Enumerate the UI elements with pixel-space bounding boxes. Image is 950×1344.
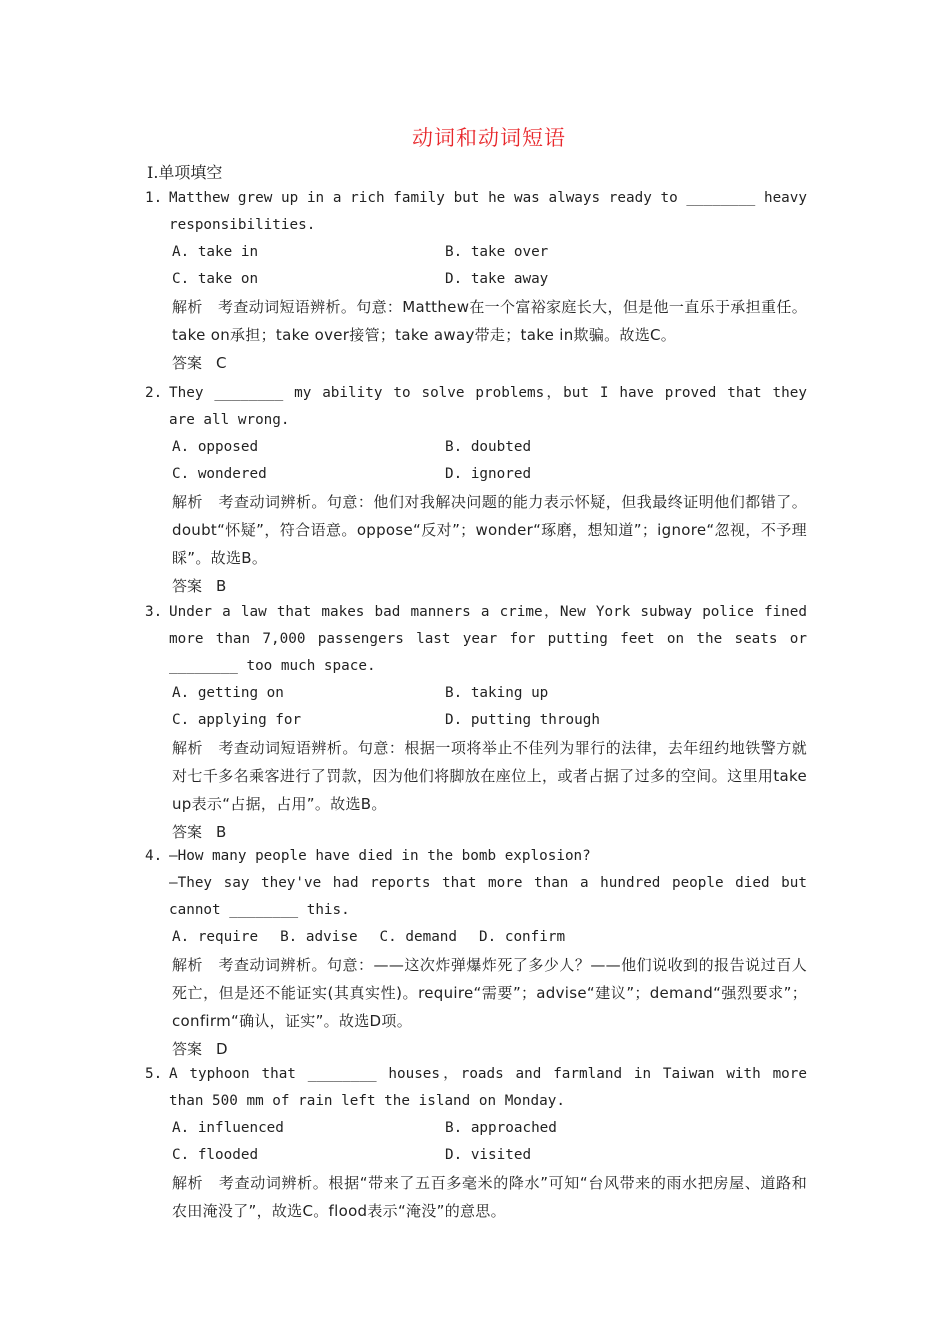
option-d: D. take away [445,271,549,287]
explanation: 解析 考查动词短语辨析。句意：根据一项将举止不佳列为罪行的法律，去年纽约地铁警方就对七千多名乘客进行了罚款，因为他们将脚放在座位上，或者占据了过多的空间。这里用take up表示“占据，占用”。故选B。 [172,739,807,813]
question-stem-reply: —They say they've had reports that more than a hundred people died but cannot ________ this. [169,875,807,918]
options [145,239,807,293]
option-d: D. confirm [479,929,566,945]
question-3 [145,599,807,846]
option-a: A. opposed [172,439,259,455]
answer-label: 答案 [172,354,203,372]
option-d: D. ignored [445,466,532,482]
question-number: 1. [145,190,163,206]
question-5 [145,1061,807,1225]
answer-label: 答案 [172,823,203,841]
option-a: A. influenced [172,1120,284,1136]
question-stem: They ________ my ability to solve problems，but I have proved that they are all wrong. [169,385,807,428]
answer-label: 答案 [172,1040,203,1058]
explanation: 解析 考查动词辨析。句意：——这次炸弹爆炸死了多少人？——他们说收到的报告说过百人死亡，但是还不能证实(其真实性)。require“需要”；advise“建议”；demand“强烈要求”；confirm“确认，证实”。故选D项。 [172,956,807,1030]
option-a: A. require [172,929,259,945]
answer [145,818,807,846]
option-c: C. applying for [172,712,302,728]
option-b: B. advise [280,929,358,945]
question-number: 4. [145,848,163,864]
explanation: 解析 考查动词短语辨析。句意：Matthew在一个富裕家庭长大，但是他一直乐于承担重任。take on承担；take over接管；take away带走；take in欺骗。故选C。 [172,298,807,344]
option-a: A. getting on [172,685,284,701]
option-c: C. wondered [172,466,267,482]
option-c: C. take on [172,271,259,287]
section-title: Ⅰ.单项填空 [147,163,223,182]
explanation: 解析 考查动词辨析。根据“带来了五百多毫米的降水”可知“台风带来的雨水把房屋、道路和农田淹没了”，故选C。flood表示“淹没”的意思。 [172,1174,807,1220]
options [145,924,807,951]
option-d: D. visited [445,1147,532,1163]
question-stem: Under a law that makes bad manners a crime，New York subway police fined more than 7,000 passengers last year for putting feet on the seats or ________ too much space. [169,604,807,674]
question-stem: —How many people have died in the bomb explosion? [169,848,591,864]
question-2 [145,380,807,600]
answer [145,349,807,377]
options [145,680,807,734]
question-4 [145,843,807,1063]
answer-value: B [216,577,227,595]
answer-value: C [216,354,227,372]
option-c: C. flooded [172,1147,259,1163]
option-c: C. demand [379,929,458,945]
option-b: B. doubted [445,439,532,455]
options [145,434,807,488]
explanation: 解析 考查动词辨析。句意：他们对我解决问题的能力表示怀疑，但我最终证明他们都错了。doubt“怀疑”，符合语意。oppose“反对”；wonder“琢磨，想知道”；ignore“忽视，不予理睬”。故选B。 [172,493,807,567]
question-number: 3. [145,604,163,620]
answer-value: B [216,823,227,841]
option-b: B. take over [445,244,549,260]
page-title: 动词和动词短语 [412,126,566,150]
answer-label: 答案 [172,577,203,595]
question-1 [145,185,807,377]
answer-value: D [216,1040,228,1058]
question-stem: A typhoon that ________ houses，roads and farmland in Taiwan with more than 500 mm of rain left the island on Monday. [169,1066,807,1109]
option-d: D. putting through [445,712,600,728]
options [145,1115,807,1169]
answer [145,572,807,600]
option-a: A. take in [172,244,259,260]
answer [145,1035,807,1063]
question-stem: Matthew grew up in a rich family but he was always ready to ________ heavy responsibilities. [169,190,807,233]
question-number: 2. [145,385,163,401]
question-number: 5. [145,1066,163,1082]
option-b: B. approached [445,1120,557,1136]
option-b: B. taking up [445,685,549,701]
